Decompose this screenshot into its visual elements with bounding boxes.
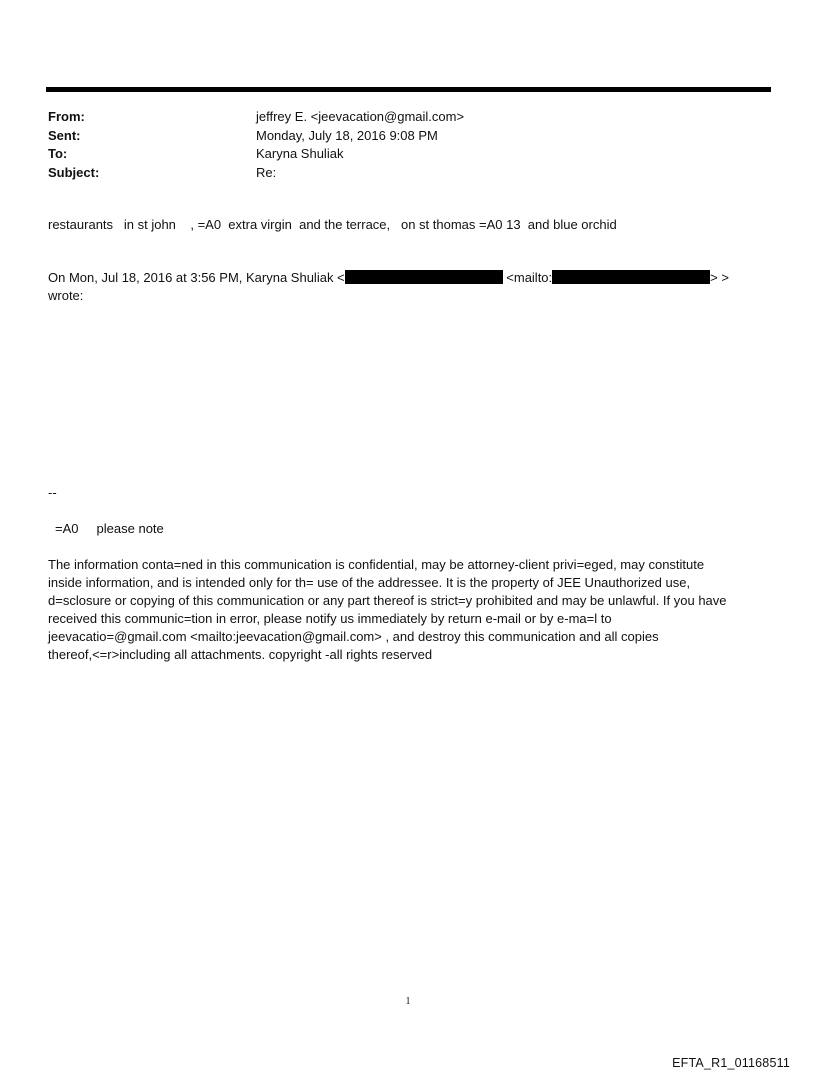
disclaimer-line: jeevacatio=@gmail.com <mailto:jeevacation@gmail.com> , and destroy this communication and all copies bbox=[48, 629, 659, 645]
disclaimer-line: thereof,<=r>including all attachments. copyright -all rights reserved bbox=[48, 647, 433, 663]
email-header bbox=[48, 108, 748, 182]
reply-text: restaurants in st john , =A0 extra virgin and the terrace, on st thomas =A0 13 and blue orchid bbox=[48, 217, 617, 232]
from-value: jeffrey E. <jeevacation@gmail.com> bbox=[256, 109, 465, 124]
to-label: To: bbox=[48, 146, 68, 161]
to-value: Karyna Shuliak bbox=[256, 146, 344, 161]
quote-attribution bbox=[48, 269, 729, 287]
quoted-header bbox=[48, 269, 729, 305]
from-row bbox=[48, 108, 748, 127]
disclaimer-line: d=sclosure or copying of this communication or any part thereof is strict=y prohibited and may be unlawful. If you have bbox=[48, 593, 727, 609]
subject-label: Subject: bbox=[48, 164, 100, 180]
page-number: 1 bbox=[405, 996, 411, 1007]
subject-value: Re: bbox=[256, 164, 277, 180]
confidentiality-disclaimer bbox=[48, 556, 773, 665]
quote-suffix: > > bbox=[710, 270, 729, 285]
document-id: EFTA_R1_01168511 bbox=[672, 1056, 790, 1070]
quote-prefix: On Mon, Jul 18, 2016 at 3:56 PM, Karyna Shuliak < bbox=[48, 270, 345, 285]
disclaimer-line: received this communic=tion in error, please notify us immediately by return e-mail or by e-ma=l to bbox=[48, 611, 612, 627]
to-row bbox=[48, 145, 748, 164]
disclaimer-line: inside information, and is intended only for th= use of the addressee. It is the property of JEE Unauthorized use, bbox=[48, 575, 691, 591]
note-text: =A0 please note bbox=[55, 521, 164, 536]
redaction-box bbox=[552, 270, 710, 284]
header-rule bbox=[46, 87, 771, 92]
disclaimer-line: The information conta=ned in this communication is confidential, may be attorney-client privi=eged, may constitute bbox=[48, 557, 705, 572]
from-label: From: bbox=[48, 109, 85, 124]
sent-row bbox=[48, 127, 748, 146]
signature-separator: -- bbox=[48, 485, 57, 500]
sent-label: Sent: bbox=[48, 127, 81, 143]
redaction-box bbox=[345, 270, 503, 284]
quote-mailto: <mailto: bbox=[502, 270, 553, 285]
sent-value: Monday, July 18, 2016 9:08 PM bbox=[256, 127, 438, 143]
subject-row bbox=[48, 164, 748, 183]
quote-wrote: wrote: bbox=[48, 288, 84, 303]
